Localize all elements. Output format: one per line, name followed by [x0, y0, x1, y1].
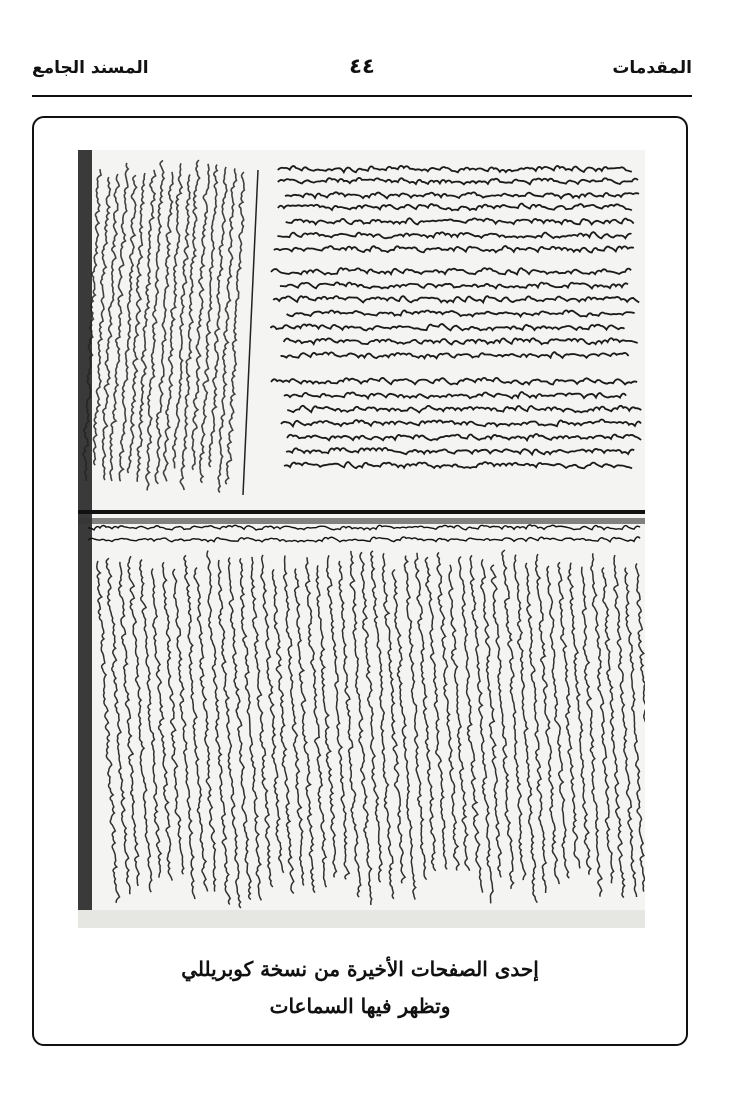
header-rule — [32, 95, 692, 97]
section-title: المقدمات — [612, 58, 692, 78]
figure-caption — [32, 952, 688, 1024]
book-title: المسند الجامع — [32, 58, 149, 78]
page-number: ٤٤ — [349, 54, 375, 78]
manuscript-scan-image — [78, 150, 645, 928]
caption-line-1: إحدى الصفحات الأخيرة من نسخة كوبريللي — [181, 957, 539, 981]
caption-line-2: وتظهر فيها السماعات — [269, 994, 451, 1018]
page-header — [32, 52, 692, 92]
